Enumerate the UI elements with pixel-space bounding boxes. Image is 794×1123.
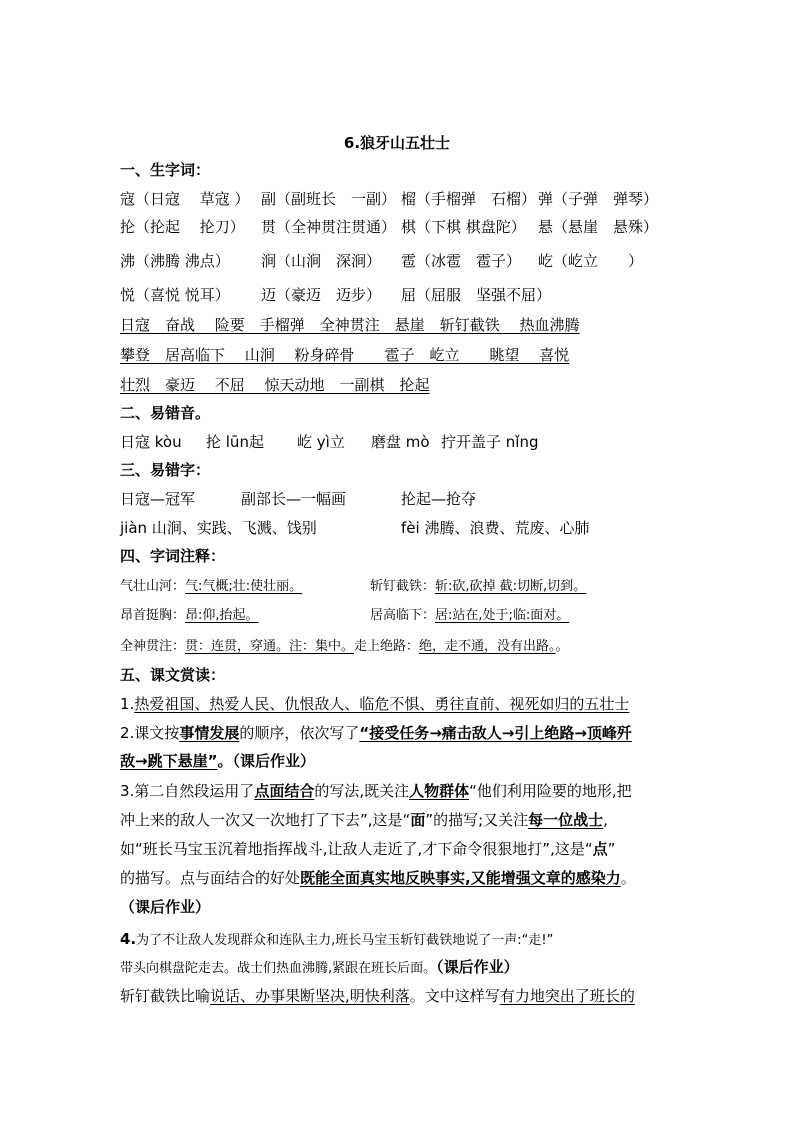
page-title: 6.狼牙山五壮士	[343, 134, 451, 152]
vocab-item: 悬（悬崖 悬殊）	[538, 218, 659, 236]
text: ,	[603, 811, 608, 829]
keyword: 事情发展	[179, 724, 240, 742]
text: 2.课文按	[120, 724, 180, 742]
pronunciation-row	[120, 431, 538, 453]
keyword: 既能全面真实地反映事实,又能增强文章的感染力	[300, 869, 621, 887]
appreciation-text: 热爱祖国、热爱人民、仇恨敌人、临危不惧、勇往直前、视死如归的五壮士	[134, 695, 630, 713]
char-item: 日寇—冠军	[120, 490, 196, 508]
item-number: 1.	[120, 695, 135, 713]
appreciation-3-line-2	[120, 809, 608, 831]
definition: 斩:砍,砍掉 截:切断,切到。	[435, 579, 587, 594]
vocab-underlined-row-2: 攀登 居高临下 山涧 粉身碎骨 雹子 屹立 眺望 喜悦	[120, 346, 570, 364]
term: 斩钉截铁：	[370, 579, 436, 594]
appreciation-2-line-1	[120, 722, 632, 744]
term: 气壮山河：	[120, 579, 186, 594]
appreciation-4-line-1	[120, 928, 553, 952]
keyword: 面	[410, 811, 426, 829]
explanation-row-2	[120, 605, 569, 627]
definition: 贯：连贯，穿通。注：集中。	[185, 639, 355, 654]
homework-note: 。（课后作业）	[217, 752, 315, 770]
keyword: 每一位战士	[528, 811, 604, 829]
text: 的描写。点与面结合的好处	[120, 869, 301, 887]
keyword: 人物群体	[409, 782, 470, 800]
definition: 昂:仰,抬起。	[185, 608, 259, 623]
vocab-item: 抡（抡起 抡刀）	[120, 218, 245, 236]
text: ”	[607, 840, 616, 858]
vocab-underlined-row-3: 壮烈 豪迈 不屈 惊天动地 一副棋 抡起	[120, 376, 430, 394]
explanation-row-3	[120, 636, 569, 658]
pronunciation-item: 日寇 kòu	[120, 433, 182, 451]
section-3-heading: 三、易错字：	[120, 461, 211, 479]
punctuation: 。	[555, 639, 569, 654]
vocab-item: 沸（沸腾 沸点）	[120, 252, 230, 270]
text: 冲上来的敌人一次又一次地打了下去”,这是“	[120, 811, 411, 829]
text: 。	[620, 869, 636, 887]
appreciation-5-line-1	[120, 985, 635, 1007]
vocab-row-1	[120, 188, 658, 210]
text: 3.第二自然段运用了	[120, 782, 255, 800]
keyword: 有力地突出了班长的	[499, 987, 635, 1005]
pronunciation-item: 抡 lūn起	[206, 433, 264, 451]
appreciation-3-line-3	[120, 838, 615, 860]
vocab-item: 贯（全神贯注贯通）	[261, 218, 397, 236]
definition: 气:气概;壮:使壮丽。	[185, 579, 303, 594]
char-row-2	[120, 517, 589, 539]
keyword: 点面结合	[254, 782, 315, 800]
keyword: 敌→跳下悬崖”	[120, 752, 218, 770]
char-item: 副部长—一幅画	[241, 490, 347, 508]
pronunciation-item: 拧开盖子 nǐng	[441, 433, 539, 451]
char-item: jiàn 山涧、实践、飞溅、饯别	[120, 519, 317, 537]
text: 斩钉截铁比喻	[120, 987, 211, 1005]
vocab-item: 副（副班长 一副）	[261, 190, 397, 208]
keyword: 说话、办事果断坚决,明快利落	[210, 987, 410, 1005]
vocab-underlined-row-1: 日寇 奋战 险要 手榴弹 全神贯注 悬崖 斩钉截铁 热血沸腾	[120, 316, 580, 334]
text: 为了不让敌人发现群众和连队主力,班长马宝玉斩钉截铁地说了一声:“走!”	[136, 933, 554, 948]
term: 昂首挺胸：	[120, 608, 186, 623]
vocab-item: 弹（子弹 弹琴）	[538, 190, 659, 208]
vocab-item: 悦（喜悦 悦耳）	[120, 286, 230, 304]
vocab-row-2	[120, 216, 658, 238]
vocab-item: 屹（屹立 ）	[538, 252, 644, 270]
vocab-item: 棋（下棋 棋盘陀）	[401, 218, 526, 236]
vocab-item: 寇（日寇 草寇 ）	[120, 190, 250, 208]
char-item: fèi 沸腾、浪费、荒废、心肺	[401, 519, 590, 537]
appreciation-4-line-2	[120, 956, 519, 980]
text: 如“班长马宝玉沉着地指挥战斗,让敌人走近了,才下命令很狠地打”,这是“	[120, 840, 593, 858]
text: 的写法,既关注	[314, 782, 410, 800]
text: ”的描写;又关注	[425, 811, 529, 829]
text: 的顺序，依次写了	[239, 724, 360, 742]
keyword: “接受任务→痛击敌人→引上绝路→顶峰歼	[359, 724, 632, 742]
vocab-row-4	[120, 284, 551, 306]
section-5-heading: 五、课文赏读：	[120, 666, 226, 684]
pronunciation-item: 屹 yì立	[297, 433, 345, 451]
vocab-item: 屈（屈服 坚强不屈）	[401, 286, 552, 304]
vocab-item: 榴（手榴弹 石榴）	[401, 190, 537, 208]
text: 带头向棋盘陀走去。战士们热血沸腾,紧跟在班长后面。	[120, 961, 437, 976]
appreciation-2-line-2	[120, 750, 315, 772]
section-4-heading: 四、字词注释：	[120, 547, 226, 565]
definition: 居:站在,处于;临:面对。	[435, 608, 570, 623]
text: “他们利用险要的地形,把	[469, 782, 632, 800]
section-1-heading: 一、生字词：	[120, 161, 211, 179]
section-2-heading: 二、易错音。	[120, 404, 211, 422]
appreciation-1	[120, 693, 629, 715]
vocab-item: 迈（豪迈 迈步）	[261, 286, 382, 304]
definition: 绝，走不通，没有出路。	[419, 639, 556, 654]
pronunciation-item: 磨盘 mò	[371, 433, 430, 451]
vocab-item: 涧（山涧 深涧）	[261, 252, 382, 270]
homework-note: （课后作业）	[120, 898, 211, 916]
term: 走上绝路：	[354, 639, 420, 654]
char-item: 抡起—抢夺	[401, 490, 477, 508]
vocab-item: 雹（冰雹 雹子）	[401, 252, 522, 270]
text: 。文中这样写	[409, 987, 500, 1005]
term: 全神贯注：	[120, 639, 186, 654]
char-row-1	[120, 488, 476, 510]
vocab-row-3	[120, 250, 643, 272]
appreciation-3-line-4	[120, 867, 636, 889]
explanation-row-1	[120, 576, 586, 598]
appreciation-3-line-1	[120, 780, 632, 802]
homework-note: （课后作业）	[436, 958, 519, 976]
keyword: 点	[592, 840, 608, 858]
term: 居高临下：	[370, 608, 436, 623]
item-number: 4.	[120, 930, 137, 948]
